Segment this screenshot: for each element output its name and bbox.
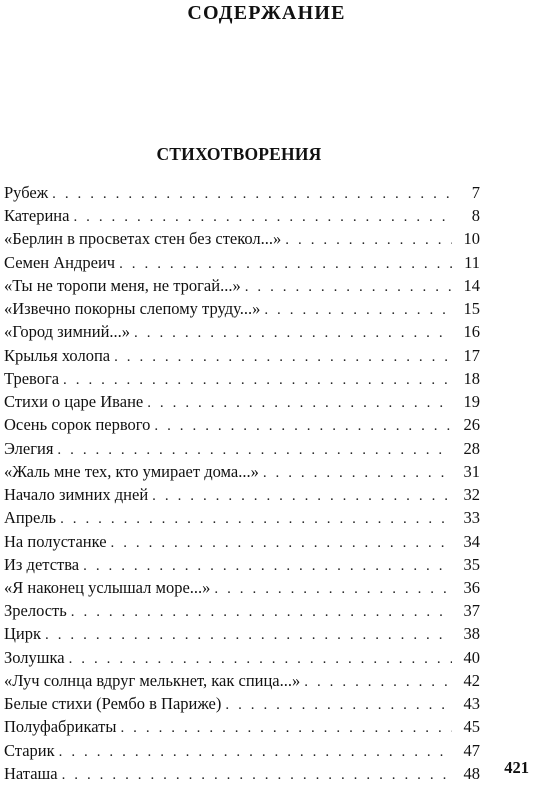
toc-entry-title: Апрель bbox=[4, 508, 57, 528]
toc-entry-page: 33 bbox=[463, 508, 480, 528]
dot-leader bbox=[57, 439, 452, 462]
toc-entry-page: 19 bbox=[463, 392, 480, 412]
dot-leader bbox=[285, 229, 452, 252]
toc-entry-title: Рубеж bbox=[4, 183, 49, 202]
section-title: СТИХОТВОРЕНИЯ bbox=[156, 144, 322, 164]
toc-entry bbox=[4, 506, 480, 529]
toc-entry-title: «Я наконец услышал море...» bbox=[4, 577, 211, 597]
dot-leader bbox=[71, 601, 452, 624]
toc-entry-title: Начало зимних дней bbox=[4, 485, 149, 505]
toc-entry-title: Стихи о царе Иване bbox=[4, 392, 144, 412]
dot-leader bbox=[59, 741, 452, 764]
dot-leader bbox=[120, 717, 452, 740]
toc-entry-page: 45 bbox=[463, 717, 480, 737]
toc-entry bbox=[4, 413, 480, 436]
toc-entry bbox=[4, 553, 480, 576]
toc-entry-page: 14 bbox=[463, 275, 480, 295]
toc-entry-page: 10 bbox=[463, 229, 480, 249]
dot-leader bbox=[214, 578, 452, 601]
toc-entry-title: Цирк bbox=[4, 624, 42, 644]
toc-entry bbox=[4, 692, 480, 715]
dot-leader bbox=[114, 346, 452, 369]
toc-entry bbox=[4, 390, 480, 413]
toc-entry-title: Старик bbox=[4, 740, 55, 760]
toc-entry bbox=[4, 530, 480, 553]
toc-entry-page: 17 bbox=[463, 345, 480, 365]
page-title: СОДЕРЖАНИЕ bbox=[187, 2, 346, 24]
toc-entry bbox=[4, 297, 480, 320]
toc-entry bbox=[4, 739, 480, 762]
toc-entry-page: 18 bbox=[463, 368, 480, 388]
toc-entry bbox=[4, 204, 480, 227]
toc-entry bbox=[4, 715, 480, 738]
dot-leader bbox=[304, 671, 452, 694]
toc-entry-page: 42 bbox=[463, 670, 480, 690]
dot-leader bbox=[147, 392, 452, 415]
dot-leader bbox=[225, 694, 452, 717]
toc-entry bbox=[4, 344, 480, 367]
toc-entry-title: Наташа bbox=[4, 763, 58, 783]
toc-entry-page: 31 bbox=[463, 461, 480, 481]
dot-leader bbox=[60, 508, 452, 531]
toc-entry-title: «Извечно покорны слепому труду...» bbox=[4, 299, 261, 319]
dot-leader bbox=[69, 648, 452, 671]
toc-entry bbox=[4, 599, 480, 622]
dot-leader bbox=[73, 206, 452, 229]
toc-entry-title: На полустанке bbox=[4, 531, 107, 551]
toc-entry-page: 16 bbox=[463, 322, 480, 342]
toc-entry-page: 7 bbox=[471, 183, 480, 202]
dot-leader bbox=[119, 253, 452, 276]
dot-leader bbox=[63, 369, 452, 392]
toc-entry-title: Элегия bbox=[4, 438, 54, 458]
toc-entry bbox=[4, 320, 480, 343]
dot-leader bbox=[52, 183, 452, 206]
toc-entry-title: «Луч солнца вдруг мелькнет, как спица...» bbox=[4, 670, 301, 690]
dot-leader bbox=[83, 555, 452, 578]
toc-entry-page: 43 bbox=[463, 694, 480, 714]
toc-entry bbox=[4, 460, 480, 483]
toc-entry bbox=[4, 762, 480, 785]
toc-entry-page: 48 bbox=[463, 763, 480, 783]
toc-entry bbox=[4, 181, 480, 204]
toc-entry-page: 28 bbox=[463, 438, 480, 458]
toc-entry-title: Из детства bbox=[4, 554, 80, 574]
toc-entry-title: Зрелость bbox=[4, 601, 67, 621]
toc-entry bbox=[4, 622, 480, 645]
toc-entry-title: Осень сорок первого bbox=[4, 415, 151, 435]
dot-leader bbox=[154, 415, 452, 438]
toc-entry-title: «Город зимний...» bbox=[4, 322, 131, 342]
toc-entry-title: Белые стихи (Рембо в Париже) bbox=[4, 694, 222, 714]
toc-entry-page: 34 bbox=[463, 531, 480, 551]
dot-leader bbox=[62, 764, 452, 787]
toc-entry-title: «Берлин в просветах стен без стекол...» bbox=[4, 229, 282, 249]
toc-entry-page: 26 bbox=[463, 415, 480, 435]
toc-entry bbox=[4, 646, 480, 669]
toc-entry bbox=[4, 483, 480, 506]
toc-entry-page: 40 bbox=[463, 647, 480, 667]
toc-entry-page: 38 bbox=[463, 624, 480, 644]
dot-leader bbox=[45, 624, 452, 647]
toc-entry-page: 11 bbox=[464, 252, 480, 272]
dot-leader bbox=[111, 532, 452, 555]
toc-entry-page: 37 bbox=[463, 601, 480, 621]
toc-entry bbox=[4, 274, 480, 297]
toc-entry-page: 32 bbox=[463, 485, 480, 505]
toc-entry bbox=[4, 367, 480, 390]
dot-leader bbox=[264, 299, 452, 322]
toc-entry bbox=[4, 669, 480, 692]
toc-entry-title: Полуфабрикаты bbox=[4, 717, 117, 737]
page-number: 421 bbox=[504, 758, 529, 777]
toc-entry-title: Тревога bbox=[4, 368, 60, 388]
dot-leader bbox=[263, 462, 452, 485]
toc-entry-title: Катерина bbox=[4, 206, 70, 226]
toc-entry-page: 47 bbox=[463, 740, 480, 760]
toc-entry bbox=[4, 576, 480, 599]
toc-entry-title: «Ты не торопи меня, не трогай...» bbox=[4, 275, 241, 295]
toc-entry bbox=[4, 437, 480, 460]
toc-entry-title: Крылья холопа bbox=[4, 345, 111, 365]
toc-entry-page: 8 bbox=[471, 206, 480, 226]
dot-leader bbox=[245, 276, 452, 299]
toc-entry-page: 15 bbox=[463, 299, 480, 319]
table-of-contents bbox=[4, 181, 480, 785]
toc-entry bbox=[4, 227, 480, 250]
toc-entry-title: Золушка bbox=[4, 647, 65, 667]
dot-leader bbox=[134, 322, 452, 345]
toc-entry-page: 36 bbox=[463, 577, 480, 597]
toc-entry-page: 35 bbox=[463, 554, 480, 574]
dot-leader bbox=[152, 485, 452, 508]
toc-entry-title: «Жаль мне тех, кто умирает дома...» bbox=[4, 461, 259, 481]
toc-entry bbox=[4, 251, 480, 274]
toc-entry-title: Семен Андреич bbox=[4, 252, 116, 272]
